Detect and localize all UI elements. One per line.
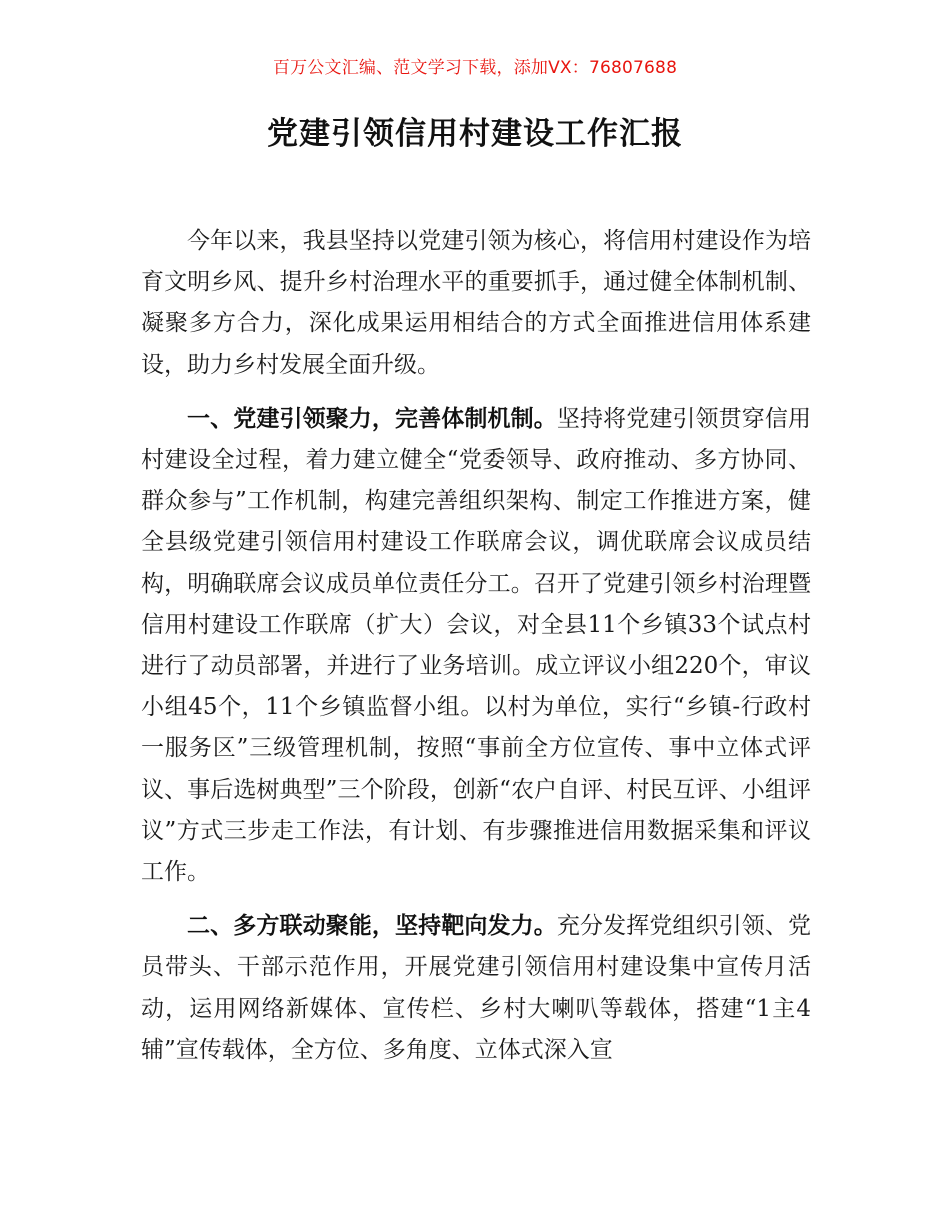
paragraph-section-2 — [141, 906, 811, 1071]
document-title: 党建引领信用村建设工作汇报 — [267, 116, 683, 152]
paragraph-intro-text: 今年以来，我县坚持以党建引领为核心，将信用村建设作为培育文明乡风、提升乡村治理水平的重要抓手，通过健全体制机制、凝聚多方合力，深化成果运用相结合的方式全面推进信用体系建设，助力乡村发展全面升级。 — [141, 228, 811, 378]
watermark-text: 百万公文汇编、范文学习下载，添加VX：76807688 — [272, 58, 678, 78]
section-1-heading: 一、党建引领聚力，完善体制机制。 — [187, 405, 557, 432]
paragraph-intro — [141, 221, 811, 386]
section-1-text: 坚持将党建引领贯穿信用村建设全过程，着力建立健全“党委领导、政府推动、多方协同、群众参与”工作机制，构建完善组织架构、制定工作推进方案，健全县级党建引领信用村建设工作联席会议，调优联席会议成员结构，明确联席会议成员单位责任分工。召开了党建引领乡村治理暨信用村建设工作联席（扩大）会议，对全县11个乡镇33个试点村进行了动员部署，并进行了业务培训。成立评议小组220个，审议小组45个，11个乡镇监督小组。以村为单位，实行“乡镇-行政村一服务区”三级管理机制，按照“事前全方位宣传、事中立体式评议、事后选树典型”三个阶段，创新“农户自评、村民互评、小组评议”方式三步走工作法，有计划、有步骤推进信用数据采集和评议工作。 — [141, 405, 812, 886]
section-2-text: 充分发挥党组织引领、党员带头、干部示范作用，开展党建引领信用村建设集中宣传月活动，运用网络新媒体、宣传栏、乡村大喇叭等载体，搭建“1主4辅”宣传载体，全方位、多角度、立体式深入宣 — [141, 913, 812, 1063]
paragraph-section-1 — [141, 399, 811, 893]
document-body — [141, 221, 811, 1084]
section-2-heading: 二、多方联动聚能，坚持靶向发力。 — [187, 913, 557, 940]
